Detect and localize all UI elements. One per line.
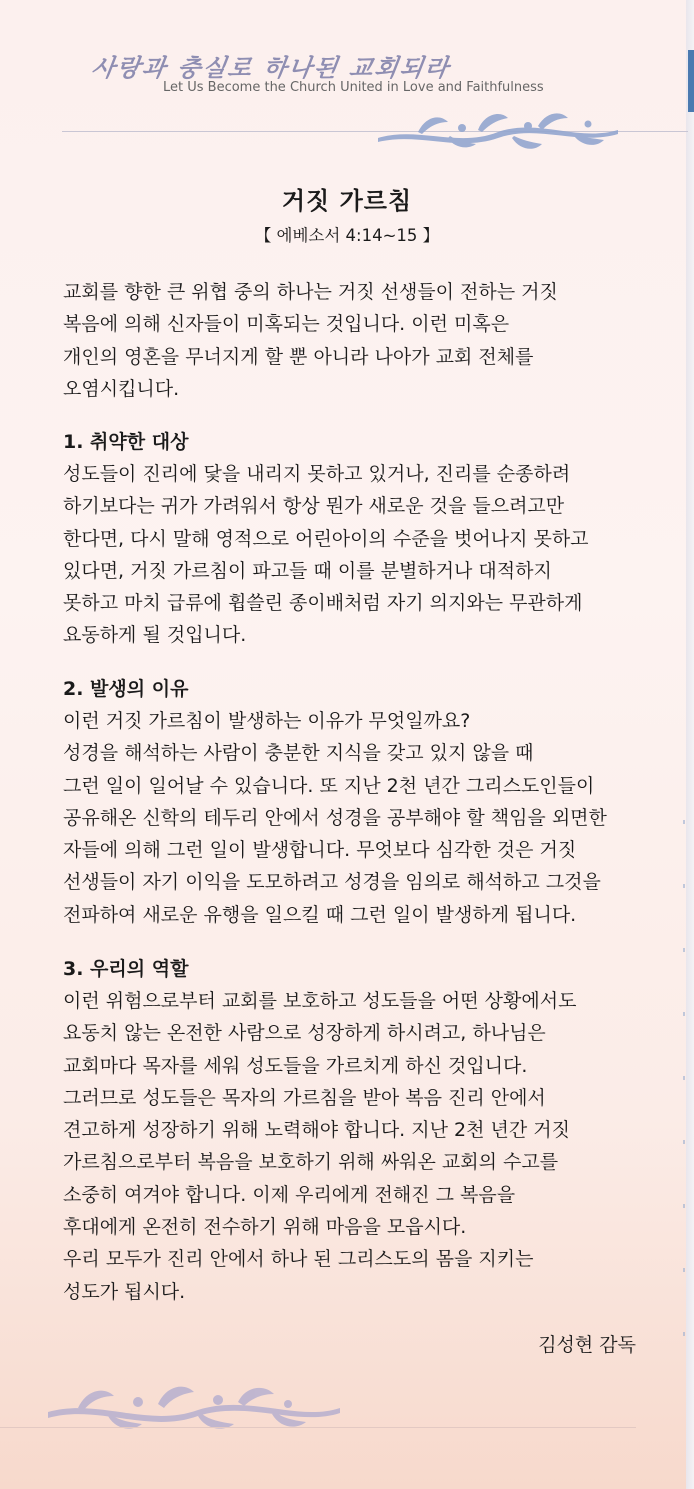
section-heading-1: 1. 취약한 대상 xyxy=(63,431,189,453)
brand-title: 사랑과 충실로 하나된 교회되라 xyxy=(89,53,453,82)
brand-subtitle: Let Us Become the Church United in Love and Faithfulness xyxy=(163,80,544,95)
document-title: 거짓 가르침 xyxy=(281,187,413,215)
footer-divider xyxy=(0,1427,636,1428)
section-heading-2: 2. 발생의 이유 xyxy=(63,678,189,700)
edge-tab-marker xyxy=(688,50,694,112)
author-signature: 김성현 감독 xyxy=(538,1334,636,1356)
scripture-reference: 【 에베소서 4:14∼15 】 xyxy=(254,226,440,245)
section-body-2: 이런 거짓 가르침이 발생하는 이유가 무엇일까요? 성경을 해석하는 사람이 충분한 지식을 갖고 있지 않을 때 그런 일이 일어날 수 있습니다. 또 지난 2천 년간 그리스도인들이 공유해온 신학의 테두리 안에서 성경을 공부해야 할 책임을 외면한 자들에 의해 그런 일이 발생합니다. 무엇보다 심각한 것은 거짓 선생들이 자기 이익을 도모하려고 성경을 임의로 해석하고 그것을 전파하여 새로운 유행을 일으킬 때 그런 일이 발생하게 됩니다. xyxy=(63,710,607,926)
intro-paragraph: 교회를 향한 큰 위협 중의 하나는 거짓 선생들이 전하는 거짓 복음에 의해 신자들이 미혹되는 것입니다. 이런 미혹은 개인의 영혼을 무너지게 할 뿐 아니라 나아가 교회 전체를 오염시킵니다. xyxy=(63,281,558,400)
section-body-1: 성도들이 진리에 닻을 내리지 못하고 있거나, 진리를 순종하려 하기보다는 귀가 가려워서 항상 뭔가 새로운 것을 들으려고만 한다면, 다시 말해 영적으로 어린아이의 수준을 벗어나지 못하고 있다면, 거짓 가르침이 파고들 때 이를 분별하거나 대적하지 못하고 마치 급류에 휩쓸린 종이배처럼 자기 의지와는 무관하게 요동하게 될 것입니다. xyxy=(63,463,589,647)
section-heading-3: 3. 우리의 역할 xyxy=(63,958,189,980)
leaf-ornament-bottom-icon xyxy=(48,1382,340,1442)
section-body-3: 이런 위험으로부터 교회를 보호하고 성도들을 어떤 상황에서도 요동치 않는 온전한 사람으로 성장하게 하시려고, 하나님은 교회마다 목자를 세워 성도들을 가르치게 하신 것입니다. 그러므로 성도들은 목자의 가르침을 받아 복음 진리 안에서 견고하게 성장하기 위해 노력해야 합니다. 지난 2천 년간 거짓 가르침으로부터 복음을 보호하기 위해 싸워온 교회의 수고를 소중히 여겨야 합니다. 이제 우리에게 전해진 그 복음을 후대에게 온전히 전수하기 위해 마음을 모읍시다. 우리 모두가 진리 안에서 하나 된 그리스도의 몸을 지키는 성도가 됩시다. xyxy=(63,990,577,1303)
edge-decoration xyxy=(683,760,685,1360)
leaf-ornament-icon xyxy=(378,108,618,156)
